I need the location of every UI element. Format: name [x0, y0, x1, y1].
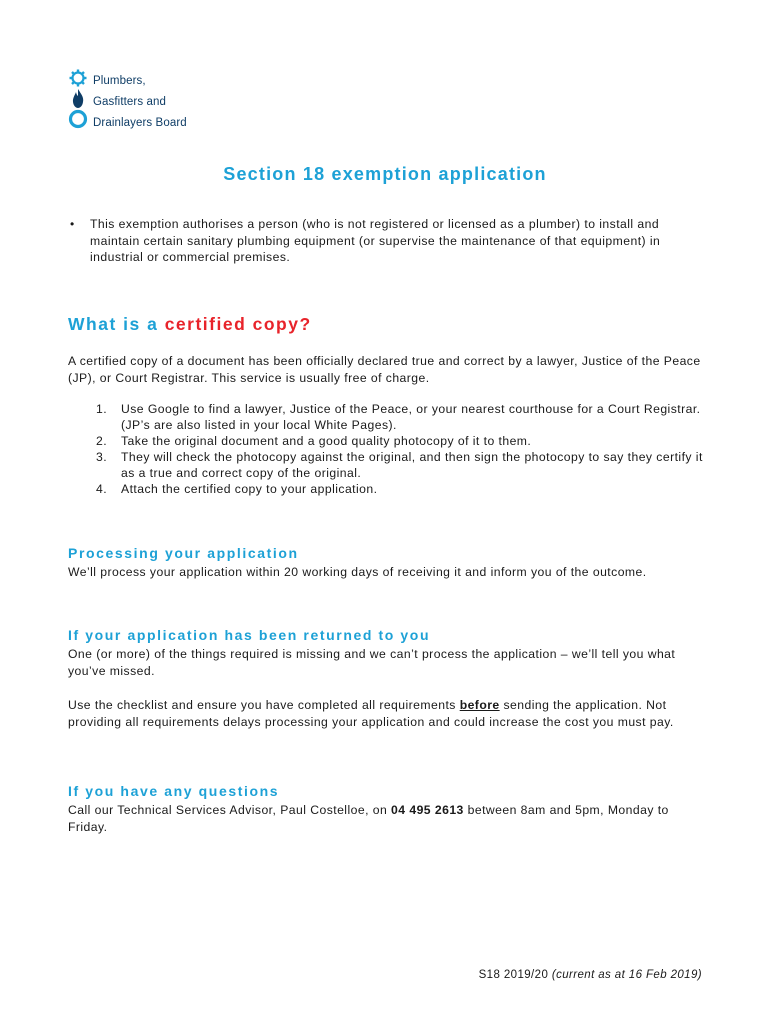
checklist-text-post: sending the application. Not providing all requirements delays processing your application and could increase the cost you must pay. — [68, 698, 674, 729]
page-title: Section 18 exemption application — [223, 164, 547, 184]
step-number: 4. — [96, 482, 108, 496]
document-footer — [479, 969, 702, 981]
step-text: Attach the certified copy to your application. — [121, 482, 378, 496]
logo-line: Drainlayers Board — [93, 117, 187, 129]
checklist-body — [68, 697, 708, 731]
list-item — [96, 481, 706, 497]
intro-bullet-item — [70, 216, 710, 266]
bullet-icon: • — [70, 217, 75, 231]
returned-heading: If your application has been returned to you — [68, 627, 431, 643]
returned-body: One (or more) of the things required is missing and we can’t process the application – we’ll tell you what you’ve missed. — [68, 647, 676, 678]
intro-text: This exemption authorises a person (who is not registered or licensed as a plumber) to install and maintain certain sanitary plumbing equipment (or supervise the maintenance of that equipment) in industrial or commercial premises. — [90, 217, 661, 264]
step-number: 3. — [96, 450, 108, 464]
step-number: 2. — [96, 434, 108, 448]
board-logo — [66, 68, 196, 130]
logo-emblem-icon — [66, 68, 90, 130]
list-item — [96, 449, 706, 481]
form-code: S18 2019/20 — [478, 969, 552, 981]
heading-highlight: certified copy? — [164, 314, 312, 334]
questions-body — [68, 802, 708, 835]
step-text: Use Google to find a lawyer, Justice of the Peace, or your nearest courthouse for a Court Registrar. (JP’s are also listed in your local White Pages). — [121, 402, 701, 432]
logo-line: Plumbers, — [93, 75, 146, 87]
step-text: Take the original document and a good quality photocopy of it to them. — [121, 434, 532, 448]
step-number: 1. — [96, 402, 108, 416]
before-emphasis: before — [459, 698, 500, 712]
list-item — [96, 401, 706, 433]
step-text: They will check the photocopy against the original, and then sign the photocopy to say they certify it as a true and correct copy of the original. — [121, 450, 703, 480]
certified-copy-description: A certified copy of a document has been officially declared true and correct by a lawyer, Justice of the Peace (JP), or Court Registrar. This service is usually free of charge. — [68, 354, 701, 385]
processing-body: We’ll process your application within 20 working days of receiving it and inform you of the outcome. — [68, 565, 647, 579]
logo-line: Gasfitters and — [93, 96, 166, 108]
questions-heading: If you have any questions — [68, 783, 280, 799]
logo-wordmark — [93, 71, 187, 134]
checklist-text-pre: Use the checklist and ensure you have completed all requirements — [68, 698, 460, 712]
questions-text-post: between 8am and 5pm, Monday to Friday. — [68, 803, 669, 834]
currency-note: (current as at 16 Feb 2019) — [551, 969, 702, 981]
certified-copy-steps — [96, 401, 706, 497]
phone-number: 04 495 2613 — [391, 803, 464, 817]
certified-copy-heading — [68, 314, 312, 335]
questions-text-pre: Call our Technical Services Advisor, Paul Costelloe, on — [68, 803, 392, 817]
list-item — [96, 433, 706, 449]
heading-prefix: What is a — [68, 314, 165, 334]
processing-heading: Processing your application — [68, 545, 299, 561]
